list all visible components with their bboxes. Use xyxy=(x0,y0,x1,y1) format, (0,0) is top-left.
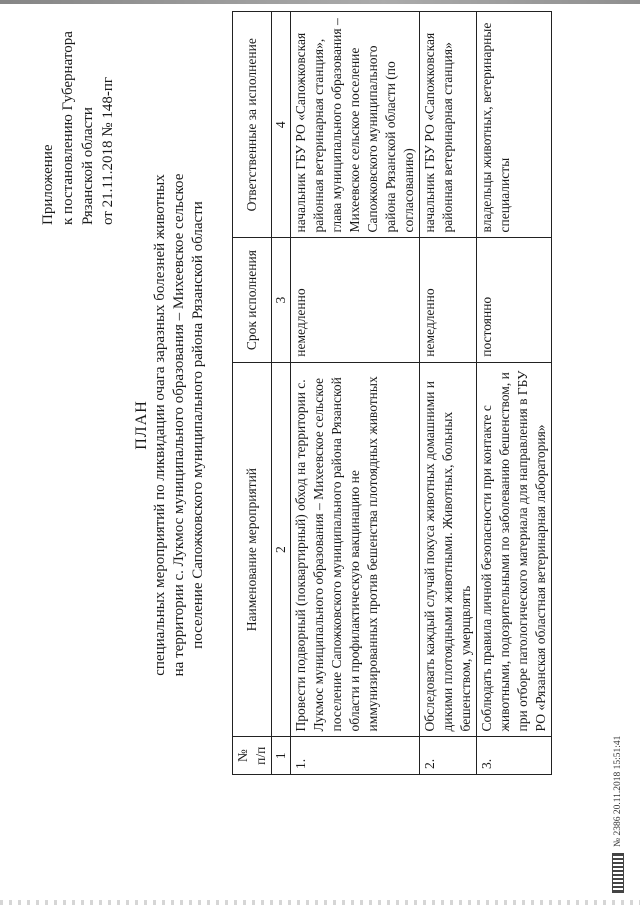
row-resp: начальник ГБУ РО «Сапожковская районная ветеринарная станция» xyxy=(420,12,477,238)
header-term: Срок исполнения xyxy=(233,238,272,362)
appendix-line: Приложение xyxy=(40,144,56,225)
row-term: немедленно xyxy=(291,238,420,362)
row-num: 2. xyxy=(420,737,477,775)
appendix-line: от 21.11.2018 № 148-пг xyxy=(100,76,116,225)
row-num: 1. xyxy=(291,737,420,775)
row-term: постоянно xyxy=(477,238,552,362)
appendix-block xyxy=(38,15,118,225)
stamp-text: № 2386 20.11.2018 15:51:41 xyxy=(613,735,624,847)
column-number: 3 xyxy=(272,238,291,362)
header-name: Наименование мероприятий xyxy=(233,362,272,737)
title-line: поселение Сапожковского муниципального района Рязанской области xyxy=(190,201,206,649)
row-resp: владельцы животных, ветеринарные специалисты xyxy=(477,12,552,238)
scan-edge-bottom xyxy=(0,900,640,905)
title-heading: ПЛАН xyxy=(133,400,150,450)
registration-stamp xyxy=(612,593,624,893)
title-line: специальных мероприятий по ликвидации очага заразных болезней животных xyxy=(152,174,168,676)
header-num: № п/п xyxy=(233,737,272,775)
row-name: Провести подворный (поквартирный) обход на территории с. Лукмос муниципального образования – Михеевское сельское поселение Сапожковского муниципального района Рязанской области и профилактическую вакцинацию не иммунизированных против бешенства плотоядных животных xyxy=(291,362,420,737)
plan-table xyxy=(232,11,552,775)
row-name: Обследовать каждый случай покуса животных домашними и дикими плотоядными животными. Животных, больных бешенством, умерщвлять xyxy=(420,362,477,737)
row-resp: начальник ГБУ РО «Сапожковская районная ветеринарная станция», глава муниципального образования – Михеевское сельское поселение Сапожковского муниципального района Рязанской области (по согласованию) xyxy=(291,12,420,238)
table-header-row xyxy=(233,12,272,775)
column-number: 1 xyxy=(272,737,291,775)
title-line: на территории с. Лукмос муниципального образования – Михеевское сельское xyxy=(171,173,187,677)
document-title xyxy=(132,65,208,785)
barcode-icon xyxy=(612,853,624,893)
table-row xyxy=(420,12,477,775)
appendix-line: к постановлению Губернатора xyxy=(60,31,76,225)
column-number-row xyxy=(272,12,291,775)
table-row xyxy=(477,12,552,775)
appendix-line: Рязанской области xyxy=(80,107,96,225)
column-number: 2 xyxy=(272,362,291,737)
header-resp: Ответственные за исполнение xyxy=(233,12,272,238)
row-term: немедленно xyxy=(420,238,477,362)
column-number: 4 xyxy=(272,12,291,238)
row-name: Соблюдать правила личной безопасности при контакте с животными, подозрительными по заболеванию бешенством, и при отборе патологического материала для направления в ГБУ РО «Рязанская областная ветеринарная лаборатория» xyxy=(477,362,552,737)
row-num: 3. xyxy=(477,737,552,775)
table-row xyxy=(291,12,420,775)
